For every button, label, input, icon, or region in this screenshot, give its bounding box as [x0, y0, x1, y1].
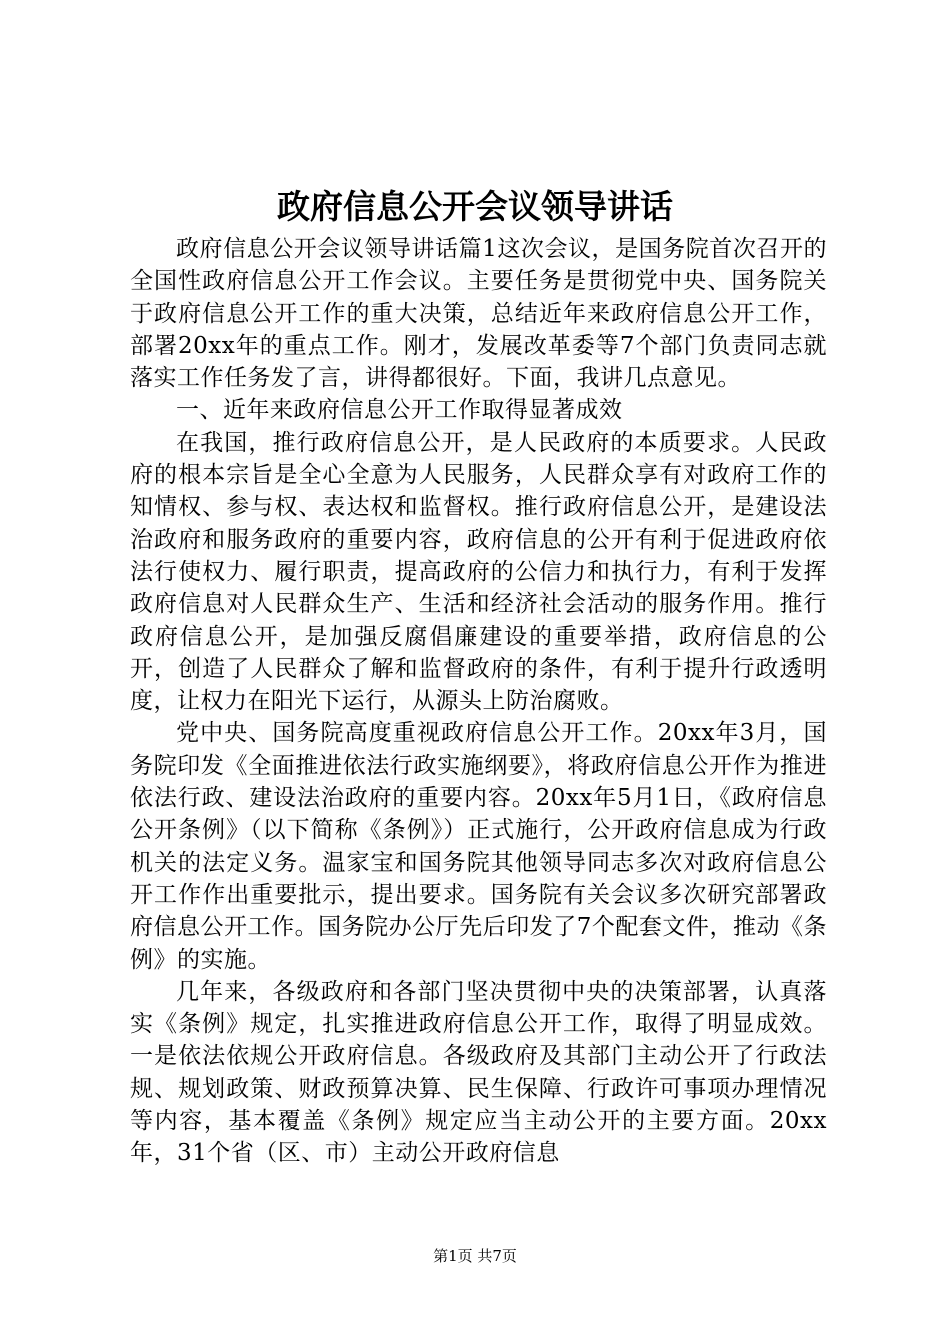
document-body — [130, 233, 827, 1170]
paragraph-intro: 政府信息公开会议领导讲话篇1这次会议，是国务院首次召开的全国性政府信息公开工作会议。主要任务是贯彻党中央、国务院关于政府信息公开工作的重大决策，总结近年来政府信息公开工作，部署20xx年的重点工作。刚才，发展改革委等7个部门负责同志就落实工作任务发了言，讲得都很好。下面，我讲几点意见。 — [130, 236, 827, 392]
paragraph-achievements: 几年来，各级政府和各部门坚决贯彻中央的决策部署，认真落实《条例》规定，扎实推进政府信息公开工作，取得了明显成效。一是依法依规公开政府信息。各级政府及其部门主动公开了行政法规、规划政策、财政预算决算、民生保障、行政许可事项办理情况等内容，基本覆盖《条例》规定应当主动公开的主要方面。20xx年，31个省（区、市）主动公开政府信息 — [130, 978, 827, 1167]
page-number: 第1页 — [433, 1247, 473, 1265]
document-title: 政府信息公开会议领导讲话 — [277, 187, 673, 226]
paragraph-significance: 在我国，推行政府信息公开，是人民政府的本质要求。人民政府的根本宗旨是全心全意为人民服务，人民群众享有对政府工作的知情权、参与权、表达权和监督权。推行政府信息公开，是建设法治政府和服务政府的重要内容，政府信息的公开有利于促进政府依法行使权力、履行职责，提高政府的公信力和执行力，有利于发挥政府信息对人民群众生产、生活和经济社会活动的服务作用。推行政府信息公开，是加强反腐倡廉建设的重要举措，政府信息的公开，创造了人民群众了解和监督政府的条件，有利于提升行政透明度，让权力在阳光下运行，从源头上防治腐败。 — [130, 429, 827, 715]
paragraph-central-policy: 党中央、国务院高度重视政府信息公开工作。20xx年3月，国务院印发《全面推进依法行政实施纲要》，将政府信息公开作为推进依法行政、建设法治政府的重要内容。20xx年5月1日，《政府信息公开条例》（以下简称《条例》）正式施行，公开政府信息成为行政机关的法定义务。温家宝和国务院其他领导同志多次对政府信息公开工作作出重要批示，提出要求。国务院有关会议多次研究部署政府信息公开工作。国务院办公厅先后印发了7个配套文件，推动《条例》的实施。 — [130, 720, 827, 973]
page-total: 共7页 — [477, 1247, 517, 1265]
section-heading-1: 一、近年来政府信息公开工作取得显著成效 — [176, 397, 623, 424]
page-footer — [0, 1246, 950, 1266]
